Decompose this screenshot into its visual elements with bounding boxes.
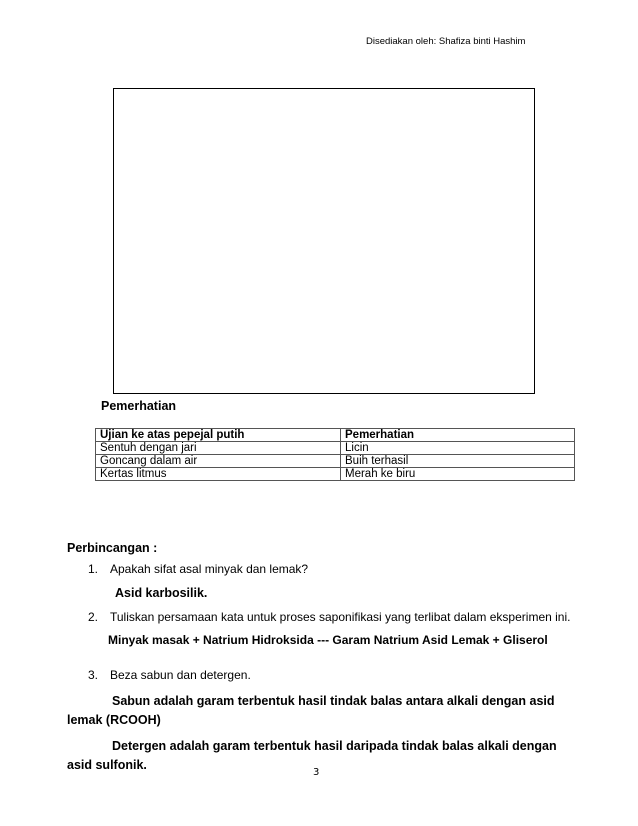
- discussion-title: Perbincangan :: [67, 541, 158, 555]
- question-text: Beza sabun dan detergen.: [110, 668, 251, 682]
- table-cell: Sentuh dengan jari: [96, 442, 341, 455]
- question-3: [88, 668, 251, 682]
- page-header: Disediakan oleh: Shafiza binti Hashim: [366, 36, 526, 47]
- table-cell: Licin: [341, 442, 575, 455]
- question-text: Apakah sifat asal minyak dan lemak?: [110, 562, 309, 576]
- table-cell: Kertas litmus: [96, 468, 341, 481]
- page-number: 3: [313, 767, 320, 778]
- answer-3-soap: Sabun adalah garam terbentuk hasil tindak balas antara alkali dengan asid lemak (RCOOH): [67, 694, 555, 727]
- answer-1: Asid karbosilik.: [115, 586, 208, 600]
- table-row: [96, 442, 575, 455]
- figure-placeholder: [113, 88, 535, 394]
- question-number: 3.: [88, 668, 99, 682]
- observation-table: [95, 428, 575, 481]
- answer-2: Minyak masak + Natrium Hidroksida --- Garam Natrium Asid Lemak + Gliserol: [108, 633, 548, 647]
- answer-3-detergent: Detergen adalah garam terbentuk hasil daripada tindak balas alkali dengan asid sulfonik.: [67, 739, 557, 772]
- question-number: 2.: [88, 610, 99, 624]
- table-cell: Merah ke biru: [341, 468, 575, 481]
- table-cell: Goncang dalam air: [96, 455, 341, 468]
- question-2: [88, 610, 570, 624]
- table-header-row: [96, 429, 575, 442]
- table-row: [96, 455, 575, 468]
- observation-title: Pemerhatian: [101, 399, 177, 413]
- question-number: 1.: [88, 562, 99, 576]
- question-text: Tuliskan persamaan kata untuk proses saponifikasi yang terlibat dalam eksperimen ini.: [110, 610, 571, 624]
- table-header: Pemerhatian: [341, 429, 575, 442]
- question-1: [88, 562, 308, 576]
- table-cell: Buih terhasil: [341, 455, 575, 468]
- table-header: Ujian ke atas pepejal putih: [96, 429, 341, 442]
- table-row: [96, 468, 575, 481]
